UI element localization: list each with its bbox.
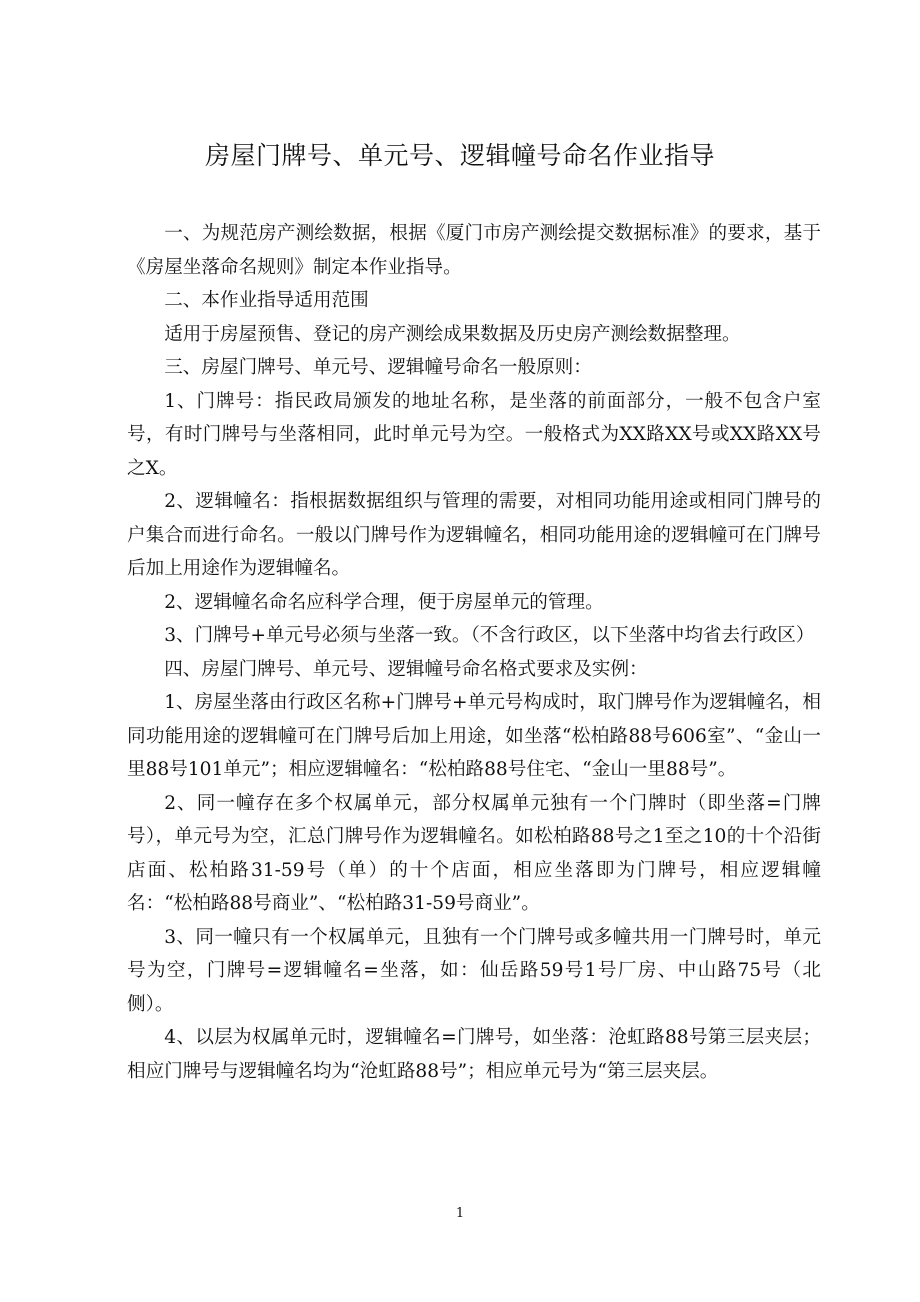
paragraph-purpose: 一、为规范房产测绘数据，根据《厦门市房产测绘提交数据标准》的要求，基于《房屋坐落命名规则》制定本作业指导。 [127,223,821,278]
paragraph-format-2: 2、同一幢存在多个权属单元，部分权属单元独有一个门牌时（即坐落=门牌号），单元号为空，汇总门牌号作为逻辑幢名。如松柏路88号之1至之10的十个沿街店面、松柏路31-59号（单）的十个店面，相应坐落即为门牌号，相应逻辑幢名：“松柏路88号商业”、“松柏路31-59号商业”。 [127,792,821,914]
paragraph-principles-heading: 三、房屋门牌号、单元号、逻辑幢号命名一般原则： [164,357,592,378]
paragraph-principle-3: 3、门牌号+单元号必须与坐落一致。（不含行政区，以下坐落中均省去行政区） [164,625,815,646]
paragraph-format-1: 1、房屋坐落由行政区名称+门牌号+单元号构成时，取门牌号作为逻辑幢名，相同功能用途的逻辑幢可在门牌号后加上用途，如坐落“松柏路88号606室”、“金山一里88号101单元”；相应逻辑幢名：“松柏路88号住宅、“金山一里88号”。 [127,692,821,780]
document-title: 房屋门牌号、单元号、逻辑幢号命名作业指导 [204,141,715,170]
paragraph-format-3: 3、同一幢只有一个权属单元，且独有一个门牌号或多幢共用一门牌号时，单元号为空，门牌号=逻辑幢名=坐落，如：仙岳路59号1号厂房、中山路75号（北侧）。 [127,926,821,1015]
paragraph-format-heading: 四、房屋门牌号、单元号、逻辑幢号命名格式要求及实例： [164,658,648,680]
page-number: 1 [455,1206,465,1221]
paragraph-principle-2b: 2、逻辑幢名命名应科学合理，便于房屋单元的管理。 [164,591,604,613]
paragraph-principle-2: 2、逻辑幢名：指根据数据组织与管理的需要，对相同功能用途或相同门牌号的户集合而进行命名。一般以门牌号作为逻辑幢名，相同功能用途的逻辑幢可在门牌号后加上用途作为逻辑幢名。 [127,491,821,579]
paragraph-format-4: 4、以层为权属单元时，逻辑幢名=门牌号，如坐落：沧虹路88号第三层夹层；相应门牌号与逻辑幢名均为“沧虹路88号”；相应单元号为“第三层夹层。 [127,1027,821,1082]
document-body [127,217,821,1088]
paragraph-scope-heading: 二、本作业指导适用范围 [164,290,369,311]
paragraph-scope-body: 适用于房屋预售、登记的房产测绘成果数据及历史房产测绘数据整理。 [164,323,741,345]
paragraph-principle-1: 1、门牌号：指民政局颁发的地址名称，是坐落的前面部分，一般不包含户室号，有时门牌号与坐落相同，此时单元号为空。一般格式为XX路XX号或XX路XX号之X。 [127,390,821,479]
